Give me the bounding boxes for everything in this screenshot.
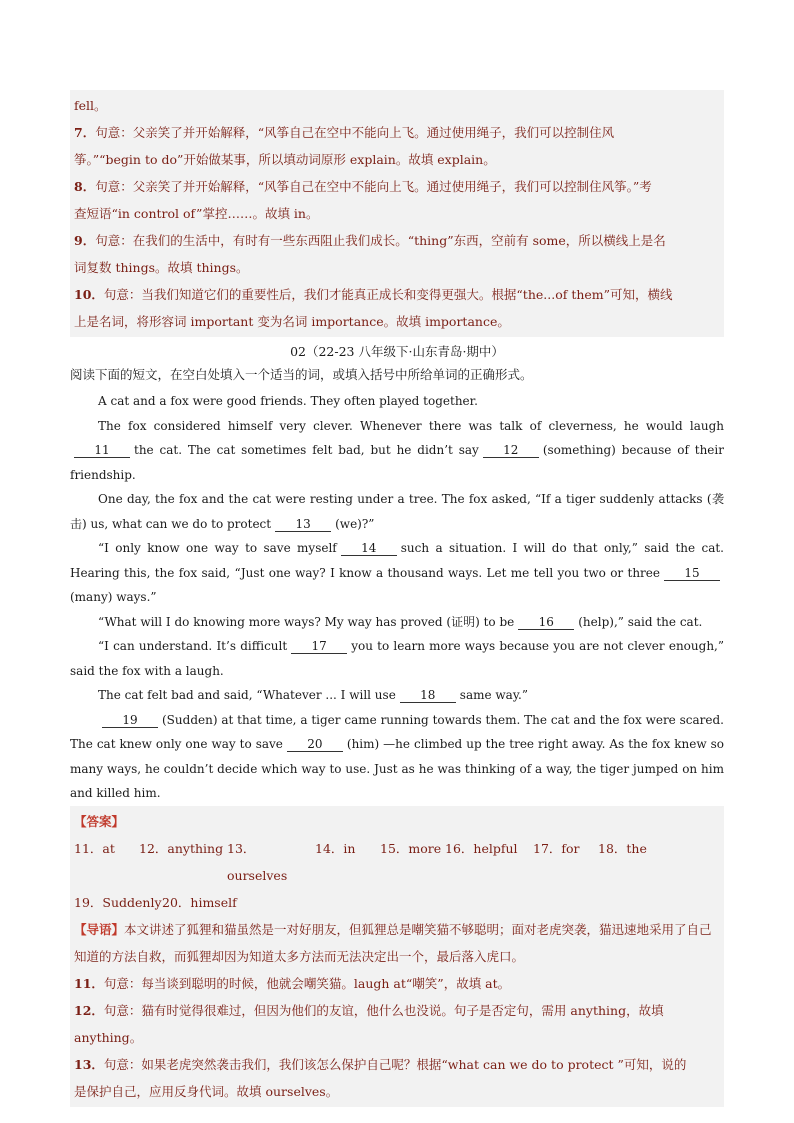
answer-line: 查短语“in control of”掌控……。故填 in。 bbox=[74, 206, 319, 221]
passage-paragraph: “I only know one way to save myself 14 such a situation. I will do that only,” said the cat. Hearing this, the fox said, “Just one way? I know a thousand ways. Let me tell you two or three 15(many) ways.” bbox=[70, 541, 724, 604]
blank-17[interactable]: 17 bbox=[291, 639, 347, 654]
blank-14[interactable]: 14 bbox=[341, 541, 397, 556]
passage-paragraph: A cat and a fox were good friends. They often played together. bbox=[98, 394, 478, 408]
blank-15[interactable]: 15 bbox=[664, 566, 720, 581]
answer-key: 14．in bbox=[315, 840, 356, 856]
page bbox=[70, 90, 724, 1107]
blank-16[interactable]: 16 bbox=[518, 615, 574, 630]
answer-key: 16．helpful bbox=[445, 840, 518, 856]
passage-paragraph: “What will I do knowing more ways? My way has proved (证明) to be 16 (help),” said the cat. bbox=[98, 614, 703, 629]
blank-19[interactable]: 19 bbox=[102, 713, 158, 728]
answer-key: 11．at bbox=[74, 840, 115, 856]
explanation-line: 是保护自己，应用反身代词。故填 ourselves。 bbox=[74, 1083, 339, 1099]
answer-line: 9．句意：在我们的生活中，有时有一些东西阻止我们成长。“thing”东西，空前有 some，所以横线上是名 bbox=[74, 233, 666, 248]
explanation-line: 13．句意：如果老虎突然袭击我们，我们该怎么保护自己呢？根据“what can we do to protect ”可知，说的 bbox=[74, 1056, 687, 1072]
answer-key: 19．Suddenly bbox=[74, 894, 162, 910]
section-title: 02（22-23 八年级下·山东青岛·期中） bbox=[290, 344, 504, 359]
blank-13[interactable]: 13 bbox=[275, 517, 331, 532]
blank-12[interactable]: 12 bbox=[483, 443, 539, 458]
answer-key: 17．for bbox=[533, 840, 580, 856]
previous-answers-block bbox=[70, 90, 724, 337]
passage-paragraph: 19 (Sudden) at that time, a tiger came running towards them. The cat and the fox were scared. The cat knew only one way to save 20 (him) —he climbed up the tree right away. As the fox knew so many ways, he couldn’t decide which way to use. Just as he was thinking of a way, the tiger jumped on him and killed him. bbox=[70, 712, 724, 800]
passage-paragraph: “I can understand. It’s difficult 17 you to learn more ways because you are not clever enough,” said the fox with a laugh. bbox=[70, 639, 724, 678]
passage-paragraph: The fox considered himself very clever. Whenever there was talk of cleverness, he would laugh11 the cat. The cat sometimes felt bad, but he didn’t say 12 (something) because of their friendship. bbox=[70, 418, 724, 482]
explanation-line: anything。 bbox=[74, 1029, 143, 1045]
blank-20[interactable]: 20 bbox=[287, 737, 343, 752]
instruction: 阅读下面的短文，在空白处填入一个适当的词，或填入括号中所给单词的正确形式。 bbox=[70, 367, 533, 382]
answer-key: 13．ourselves bbox=[227, 840, 288, 883]
answer-line: 8．句意：父亲笑了并开始解释，“风筝自己在空中不能向上飞。通过使用绳子，我们可以控制住风筝。”考 bbox=[74, 179, 652, 194]
answer-line: fell。 bbox=[74, 98, 107, 113]
answer-line: 筝。”“begin to do”开始做某事，所以填动词原形 explain。故填 explain。 bbox=[74, 152, 496, 167]
answer-line: 上是名词，将形容词 important 变为名词 importance。故填 importance。 bbox=[74, 314, 510, 329]
blank-18[interactable]: 18 bbox=[400, 688, 456, 703]
answer-key: 15．more bbox=[380, 840, 442, 856]
blank-11[interactable]: 11 bbox=[74, 443, 130, 458]
explanation-line: 11．句意：每当谈到聪明的时候，他就会嘲笑猫。laugh at“嘲笑”，故填 at。 bbox=[74, 975, 511, 991]
passage bbox=[70, 389, 724, 806]
answer-key: 18．the bbox=[598, 840, 647, 856]
answer-line: 词复数 things。故填 things。 bbox=[74, 260, 249, 275]
answer-line: 7．句意：父亲笑了并开始解释，“风筝自己在空中不能向上飞。通过使用绳子，我们可以控制住风 bbox=[74, 125, 615, 140]
answer-key: 20．himself bbox=[162, 894, 237, 910]
explanation-line: 12．句意：猫有时觉得很难过，但因为他们的友谊，他什么也没说。句子是否定句，需用 anything，故填 bbox=[74, 1002, 664, 1018]
answers-block bbox=[70, 806, 724, 1107]
passage-paragraph: The cat felt bad and said, “Whatever ... I will use 18 same way.” bbox=[98, 688, 528, 702]
answer-key: 12．anything bbox=[139, 840, 224, 856]
answer-line: 10．句意：当我们知道它们的重要性后，我们才能真正成长和变得更强大。根据“the...of them”可知，横线 bbox=[74, 287, 673, 302]
passage-paragraph: One day, the fox and the cat were resting under a tree. The fox asked, “If a tiger suddenly attacks (袭击) us, what can we do to protect 13 (we)?” bbox=[70, 492, 724, 531]
answer-header: 【答案】 bbox=[74, 813, 125, 829]
guide-text: 【导语】本文讲述了狐狸和猫虽然是一对好朋友，但狐狸总是嘲笑猫不够聪明；面对老虎突袭，猫迅速地采用了自己知道的方法自救，而狐狸却因为知道太多方法而无法决定出一个，最后落入虎口。 bbox=[74, 921, 712, 964]
answer-keys bbox=[74, 835, 720, 916]
